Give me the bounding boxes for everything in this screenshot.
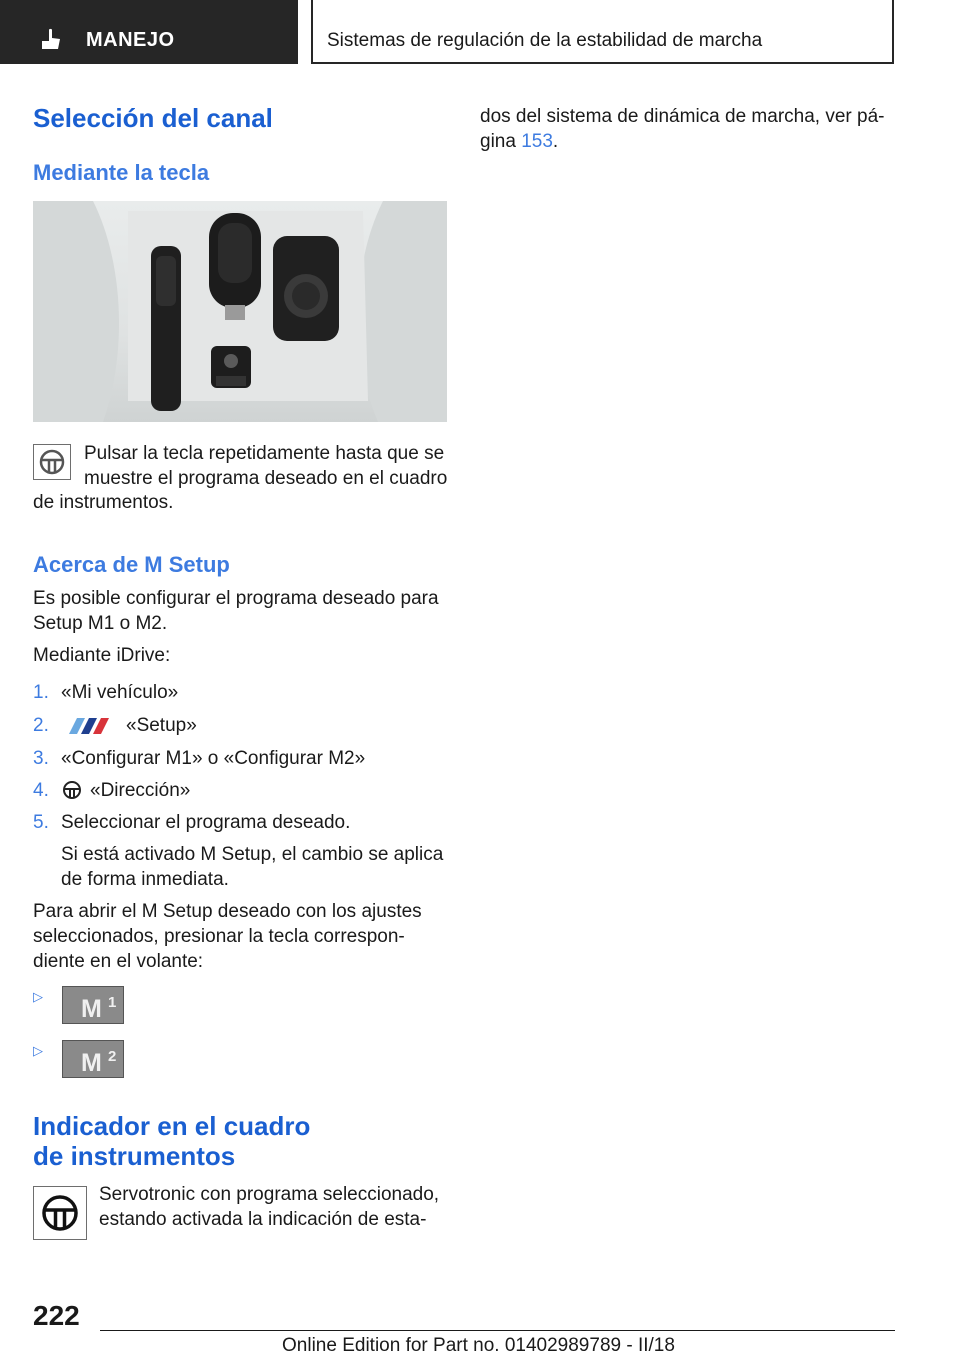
msetup-text-line-2: Setup M1 o M2. <box>33 613 168 634</box>
step-text: «Mi vehículo» <box>61 682 179 703</box>
msetup-text-line-1: Es posible configurar el programa deseado para <box>33 588 439 609</box>
open-text-line-1: Para abrir el M Setup deseado con los ajustes <box>33 901 422 922</box>
right-text-line-1: dos del sistema de dinámica de marcha, ver pá- <box>480 106 885 127</box>
section-title-box <box>311 0 894 64</box>
m1-button-image <box>62 986 124 1024</box>
heading-about-msetup: Acerca de M Setup <box>33 552 230 577</box>
step-number: 5. <box>33 812 49 833</box>
edition-text: Online Edition for Part no. 01402989789 - II/18 <box>282 1335 675 1356</box>
svg-text:1: 1 <box>108 994 117 1011</box>
right-text-line-2 <box>480 129 558 155</box>
chapter-label: MANEJO <box>86 29 175 51</box>
step-text: «Setup» <box>126 715 197 736</box>
section-title: Sistemas de regulación de la estabilidad de marcha <box>327 30 763 51</box>
step-number: 4. <box>33 780 49 801</box>
key-note-line-2: muestre el programa deseado en el cuadro <box>84 468 448 489</box>
footer-divider <box>100 1330 895 1331</box>
indicator-text-line-1: Servotronic con programa seleccionado, <box>99 1184 440 1205</box>
open-text-line-3: diente en el volante: <box>33 951 204 972</box>
console-photo <box>33 201 447 422</box>
key-note-line-1: Pulsar la tecla repetidamente hasta que se <box>84 443 445 464</box>
step-number: 2. <box>33 715 49 736</box>
heading-indicator-line-2: de instrumentos <box>33 1141 236 1171</box>
open-text-line-2: seleccionados, presionar la tecla correspon- <box>33 926 405 947</box>
key-note-line-3: de instrumentos. <box>33 492 174 513</box>
heading-indicator-line-1: Indicador en el cuadro <box>33 1111 311 1141</box>
m-stripes-icon <box>61 717 117 735</box>
step5-note-line-2: de forma inmediata. <box>61 869 229 890</box>
steering-wheel-icon <box>62 780 82 800</box>
steering-wheel-icon <box>38 448 66 476</box>
m2-button-image <box>62 1040 124 1078</box>
step-number: 1. <box>33 682 49 703</box>
step5-note-line-1: Si está activado M Setup, el cambio se aplica <box>61 844 444 865</box>
svg-text:M: M <box>81 995 102 1023</box>
steering-info-icon-box <box>33 444 71 480</box>
chapter-tab <box>0 0 298 64</box>
page-link[interactable]: 153 <box>521 131 553 152</box>
via-idrive-text: Mediante iDrive: <box>33 645 171 666</box>
right-text-prefix: gina <box>480 131 516 152</box>
heading-via-key: Mediante la tecla <box>33 160 210 185</box>
right-text-suffix: . <box>552 131 559 152</box>
steering-indicator-icon-box <box>33 1186 87 1240</box>
steering-wheel-icon <box>40 1193 80 1233</box>
bullet-icon: ▷ <box>33 1043 43 1058</box>
svg-text:M: M <box>81 1049 102 1077</box>
step-text: Seleccionar el programa deseado. <box>61 812 351 833</box>
step-text: «Configurar M1» o «Configurar M2» <box>61 748 366 769</box>
svg-text:2: 2 <box>108 1048 117 1065</box>
heading-channel-selection: Selección del canal <box>33 103 273 133</box>
indicator-text-line-2: estando activada la indicación de esta- <box>99 1209 427 1230</box>
step-text: «Dirección» <box>90 780 191 801</box>
step-number: 3. <box>33 748 49 769</box>
bullet-icon: ▷ <box>33 989 43 1004</box>
hand-icon <box>38 27 64 53</box>
page-number: 222 <box>33 1300 80 1331</box>
